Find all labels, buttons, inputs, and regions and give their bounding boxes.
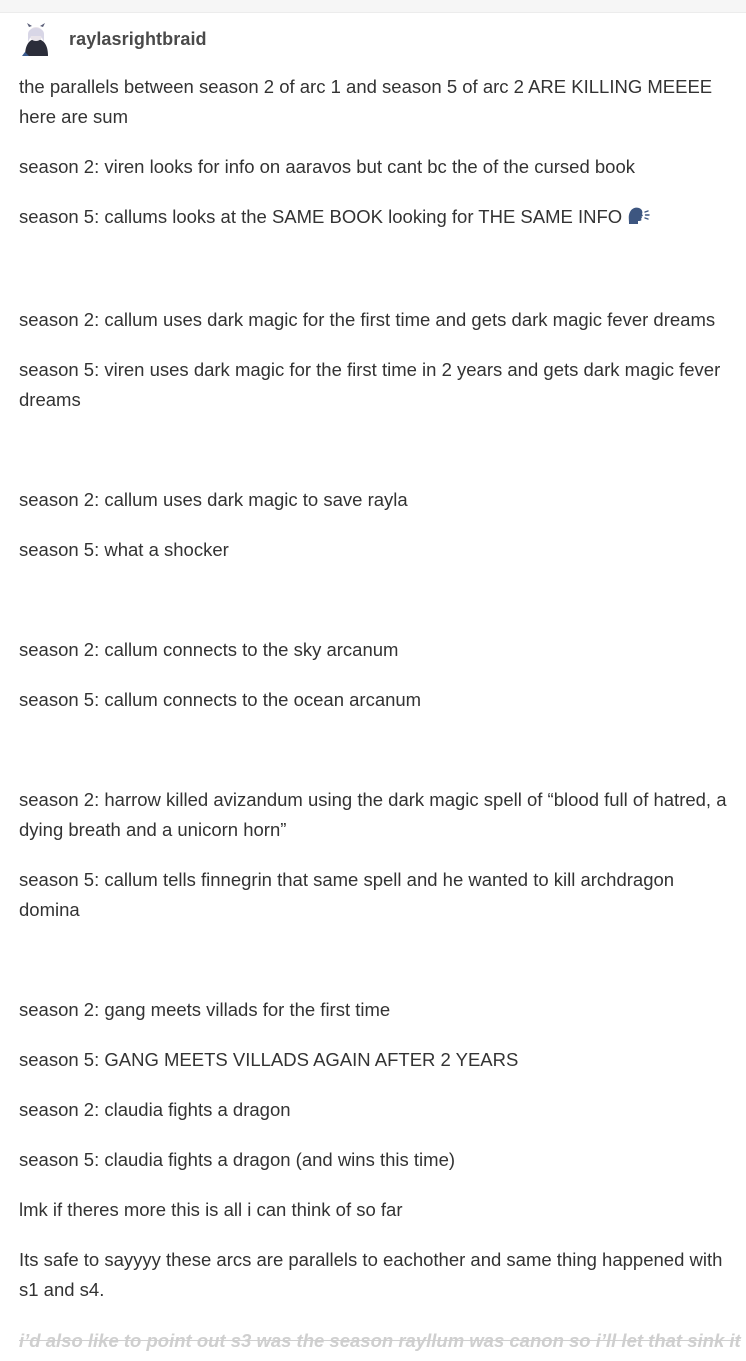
post-line: season 5: what a shocker <box>19 539 229 560</box>
post-body <box>19 72 734 1325</box>
post-line: season 2: claudia fights a dragon <box>19 1099 291 1120</box>
post-line: Its safe to sayyyy these arcs are parallels to eachother and same thing happened with s1 and s4. <box>19 1249 723 1300</box>
post-line: season 2: callum uses dark magic to save rayla <box>19 489 408 510</box>
post-line: season 5: callum tells finnegrin that same spell and he wanted to kill archdragon domina <box>19 869 675 920</box>
post-line: season 2: gang meets villads for the first time <box>19 999 391 1020</box>
post-line: season 2: harrow killed avizandum using the dark magic spell of “blood full of hatred, a dying breath and a unicorn horn” <box>19 789 727 840</box>
post-line: season 2: callum uses dark magic for the first time and gets dark magic fever dreams <box>19 309 716 330</box>
post-line: season 5: claudia fights a dragon (and wins this time) <box>19 1149 456 1170</box>
post-line: season 5: callum connects to the ocean arcanum <box>19 689 422 710</box>
speaking-head-icon <box>626 205 650 235</box>
strikethrough-text: i’d also like to point out s3 was the season rayllum was canon so i’ll let that sink it <box>19 1330 741 1351</box>
post-line: lmk if theres more this is all i can think of so far <box>19 1199 403 1220</box>
post-line: season 5: GANG MEETS VILLADS AGAIN AFTER 2 YEARS <box>19 1049 519 1070</box>
post-header <box>19 20 207 58</box>
post-author[interactable]: raylasrightbraid <box>69 28 207 49</box>
post-intro: the parallels between season 2 of arc 1 and season 5 of arc 2 ARE KILLING MEEEE here are sum <box>19 76 713 127</box>
top-bar <box>0 0 746 13</box>
post-line: season 2: viren looks for info on aaravos but cant bc the of the cursed book <box>19 156 636 177</box>
post-line: season 2: callum connects to the sky arcanum <box>19 639 399 660</box>
avatar[interactable] <box>19 22 53 56</box>
post-line: season 5: viren uses dark magic for the first time in 2 years and gets dark magic fever dreams <box>19 359 721 410</box>
post-line: season 5: callums looks at the SAME BOOK looking for THE SAME INFO <box>19 202 734 235</box>
